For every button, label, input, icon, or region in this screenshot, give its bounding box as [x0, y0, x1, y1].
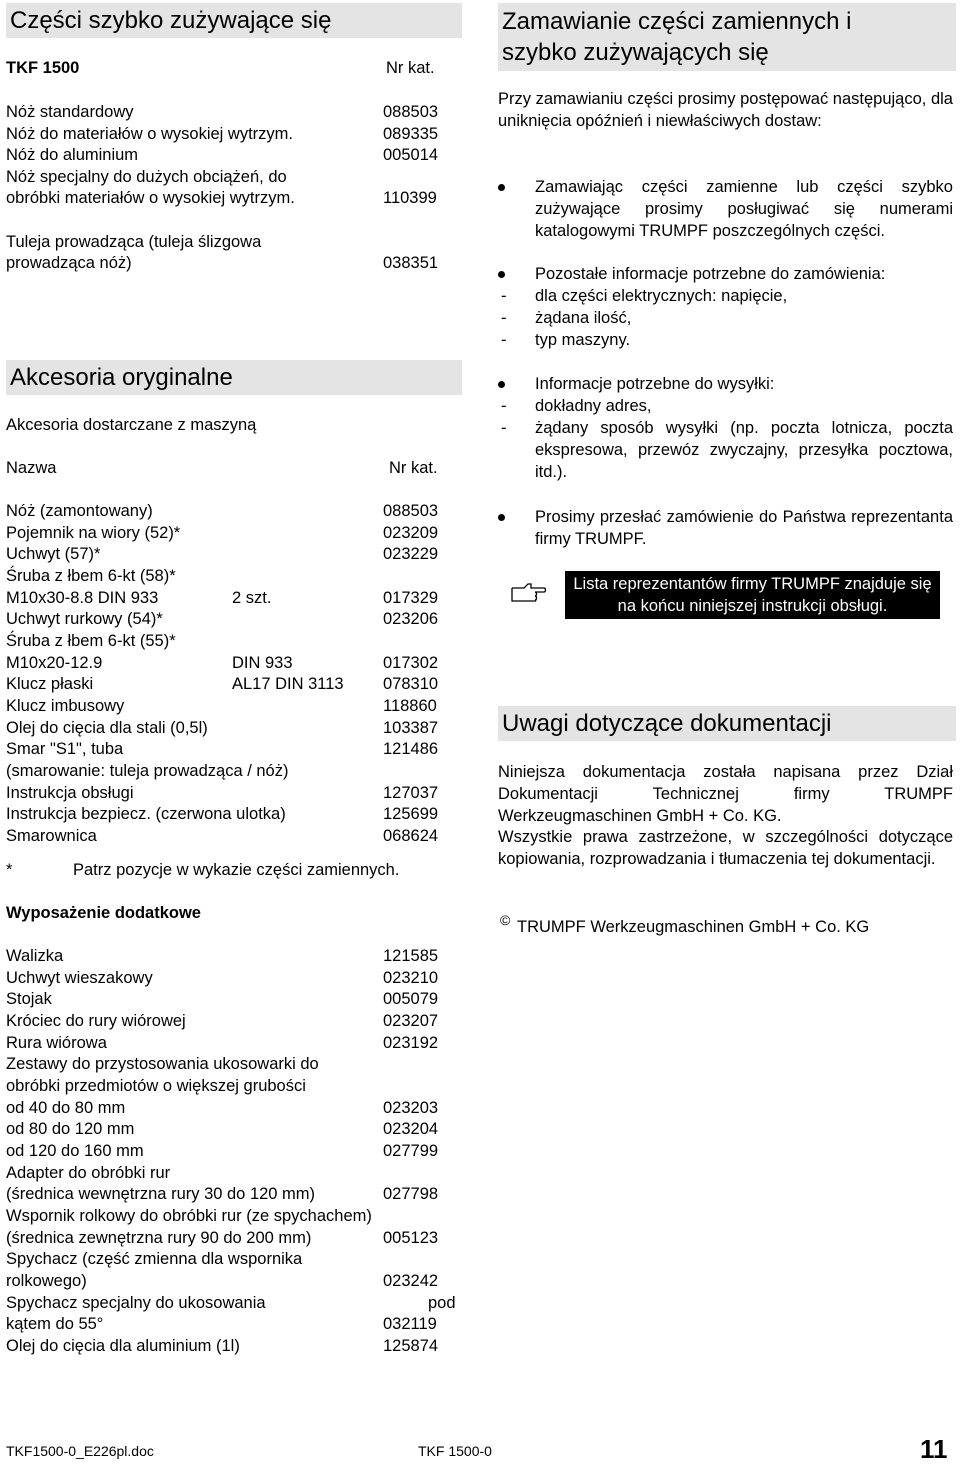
wear-part-name: Nóż specjalny do dużych obciążeń, do — [6, 167, 287, 186]
optional-item-number: pod — [428, 1293, 456, 1312]
bullet-2-icon — [498, 271, 505, 278]
optional-item-name: Adapter do obróbki rur — [6, 1163, 171, 1182]
supplied-item-name: Instrukcja obsługi — [6, 783, 134, 802]
supplied-item-number: 017329 — [383, 588, 439, 607]
bullet-2-item: dla części elektrycznych: napięcie, — [535, 287, 788, 305]
supplied-item-name: Śruba z łbem 6-kt (55)* — [6, 632, 176, 651]
optional-item-number: 032119 — [383, 1315, 437, 1334]
supplied-item-number: 103387 — [383, 718, 439, 737]
wear-parts-heading: Części szybko zużywające się — [6, 3, 462, 38]
wear-part-name: obróbki materiałów o wysokiej wytrzym. — [6, 189, 295, 207]
accessories-heading: Akcesoria oryginalne — [6, 360, 462, 395]
optional-item-number: 125874 — [383, 1337, 439, 1356]
copyright-text: TRUMPF Werkzeugmaschinen GmbH + Co. KG — [517, 918, 870, 936]
optional-item-number: 121585 — [383, 947, 439, 965]
wear-part-name: Nóż do materiałów o wysokiej wytrzym. — [6, 124, 293, 143]
nrkat-header-2: Nr kat. — [389, 459, 438, 477]
footer-model: TKF 1500-0 — [418, 1443, 492, 1459]
bullet-2-item: typ maszyny. — [535, 331, 631, 349]
optional-item-number: 023210 — [383, 968, 439, 987]
supplied-item-number: 088503 — [383, 502, 439, 520]
bullet-3-item: żądany sposób wysyłki (np. poczta lotnicza, poczta ekspresowa, przewóz zwyczajny, przesyłka pocztowa, itd.). — [535, 419, 953, 481]
optional-item-name: Króciec do rury wiórowej — [6, 1012, 186, 1030]
guide-bush-line1: Tuleja prowadząca (tuleja ślizgowa — [6, 233, 262, 251]
supplied-item-number: 023206 — [383, 610, 439, 629]
optional-item-name: Wspornik rolkowy do obróbki rur (ze spychachem) — [6, 1207, 372, 1226]
optional-item-number: 005123 — [383, 1228, 439, 1247]
optional-item-name: Olej do cięcia dla aluminium (1l) — [6, 1337, 240, 1356]
supplied-item-name: Klucz imbusowy — [6, 697, 125, 716]
footnote-star: * — [6, 861, 13, 879]
guide-bush-line2: prowadząca nóż) — [6, 254, 132, 272]
supplied-item-name: Smar "S1", tuba — [6, 740, 124, 759]
supplied-item-name: M10x20-12.9 — [6, 653, 103, 672]
wear-part-number: 110399 — [383, 189, 437, 207]
dash-icon: - — [501, 397, 507, 415]
optional-item-name: (średnica zewnętrzna rury 90 do 200 mm) — [6, 1228, 312, 1247]
optional-title: Wyposażenie dodatkowe — [6, 904, 201, 922]
supplied-item-name: Śruba z łbem 6-kt (58)* — [6, 567, 176, 585]
optional-item-number: 023242 — [383, 1272, 439, 1291]
optional-item-name: kątem do 55° — [6, 1315, 104, 1334]
guide-bush-number: 038351 — [383, 254, 439, 272]
supplied-item-name: Pojemnik na wiory (52)* — [6, 523, 181, 542]
optional-item-name: od 40 do 80 mm — [6, 1098, 126, 1117]
supplied-item-name: M10x30-8.8 DIN 933 — [6, 588, 159, 607]
order-heading-line2: szybko zużywających się — [502, 39, 769, 66]
footer-filename: TKF1500-0_E226pl.doc — [6, 1443, 154, 1459]
optional-item-name: Stojak — [6, 990, 52, 1009]
optional-item-number: 027799 — [383, 1142, 439, 1161]
supplied-item-number: 023209 — [383, 523, 439, 542]
documentation-para-1: Niniejsza dokumentacja została napisana przez Dział Dokumentacji Technicznej firmy TRUMPF Werkzeugmaschinen GmbH + Co. KG. — [498, 763, 953, 825]
tkf-label: TKF 1500 — [6, 59, 80, 77]
supplied-item-number: 125699 — [383, 805, 439, 824]
documentation-para-2: Wszystkie prawa zastrzeżone, w szczególności dotyczące kopiowania, rozprowadzania i tłumaczenia tej dokumentacji. — [498, 828, 953, 868]
wear-part-number: 005014 — [383, 146, 439, 164]
page-number: 11 — [920, 1434, 948, 1464]
bullet-4-icon — [498, 514, 505, 521]
supplied-item-name: Instrukcja bezpiecz. (czerwona ulotka) — [6, 805, 286, 824]
optional-item-number: 027798 — [383, 1185, 439, 1204]
order-heading-line1: Zamawianie części zamiennych i — [502, 8, 852, 35]
supplied-item-name: Uchwyt rurkowy (54)* — [6, 610, 163, 629]
optional-item-name: Walizka — [6, 947, 64, 965]
supplied-item-name: Uchwyt (57)* — [6, 545, 101, 564]
supplied-item-number: 068624 — [383, 827, 439, 846]
supplied-item-number: 121486 — [383, 740, 439, 759]
pointing-hand-icon — [510, 582, 548, 604]
supplied-item-number: 078310 — [383, 675, 439, 694]
supplied-item-spec: AL17 DIN 3113 — [232, 675, 344, 694]
order-heading — [498, 3, 956, 71]
optional-item-name: od 120 do 160 mm — [6, 1142, 144, 1161]
nrkat-header: Nr kat. — [386, 59, 435, 77]
bullet-4: Prosimy przesłać zamówienie do Państwa reprezentanta firmy TRUMPF. — [535, 508, 953, 548]
bullet-3-item: dokładny adres, — [535, 397, 652, 415]
supplied-item-name: Klucz płaski — [6, 675, 94, 694]
optional-item-name: obróbki przedmiotów o większej grubości — [6, 1077, 306, 1096]
supplied-item-number: 127037 — [383, 783, 439, 802]
supplied-title: Akcesoria dostarczane z maszyną — [6, 416, 257, 434]
bullet-2: Pozostałe informacje potrzebne do zamówienia: — [535, 265, 886, 283]
wear-part-name: Nóż do aluminium — [6, 146, 139, 164]
bullet-3: Informacje potrzebne do wysyłki: — [535, 375, 775, 393]
bullet-2-item: żądana ilość, — [535, 309, 632, 327]
representatives-note: Lista reprezentantów firmy TRUMPF znajduje się na końcu niniejszej instrukcji obsługi. — [565, 571, 940, 619]
optional-item-number: 023204 — [383, 1120, 439, 1139]
optional-item-name: od 80 do 120 mm — [6, 1120, 135, 1139]
optional-item-number: 005079 — [383, 990, 439, 1009]
footnote-text: Patrz pozycje w wykazie części zamiennych. — [73, 861, 400, 879]
optional-item-name: Spychacz specjalny do ukosowania — [6, 1293, 266, 1312]
nazwa-header: Nazwa — [6, 459, 57, 477]
supplied-item-spec: 2 szt. — [232, 588, 272, 607]
optional-item-name: Spychacz (część zmienna dla wspornika — [6, 1250, 303, 1269]
wear-part-number: 088503 — [383, 103, 439, 121]
bullet-3-icon — [498, 381, 505, 388]
bullet-1: Zamawiając części zamienne lub części szybko zużywające prosimy posługiwać się numerami katalogowymi TRUMPF poszczególnych części. — [535, 178, 953, 240]
optional-item-name: rolkowego) — [6, 1272, 87, 1291]
wear-part-number: 089335 — [383, 124, 439, 143]
bullet-1-icon — [498, 184, 505, 191]
dash-icon: - — [501, 331, 507, 349]
optional-item-name: (średnica wewnętrzna rury 30 do 120 mm) — [6, 1185, 316, 1204]
optional-item-number: 023192 — [383, 1033, 439, 1052]
supplied-item-name: (smarowanie: tuleja prowadząca / nóż) — [6, 762, 289, 781]
wear-part-name: Nóż standardowy — [6, 103, 134, 121]
dash-icon: - — [501, 309, 507, 327]
supplied-item-name: Smarownica — [6, 827, 97, 846]
supplied-item-name: Nóż (zamontowany) — [6, 502, 153, 520]
supplied-item-name: Olej do cięcia dla stali (0,5l) — [6, 718, 208, 737]
dash-icon: - — [501, 287, 507, 305]
optional-item-number: 023203 — [383, 1098, 439, 1117]
optional-item-number: 023207 — [383, 1012, 439, 1030]
supplied-item-number: 023229 — [383, 545, 439, 564]
optional-item-name: Uchwyt wieszakowy — [6, 968, 153, 987]
copyright-icon: © — [500, 912, 511, 928]
dash-icon: - — [501, 419, 507, 437]
supplied-item-number: 118860 — [383, 697, 437, 716]
documentation-heading: Uwagi dotyczące dokumentacji — [498, 706, 956, 741]
supplied-item-spec: DIN 933 — [232, 653, 293, 672]
optional-item-name: Rura wiórowa — [6, 1033, 107, 1052]
supplied-item-number: 017302 — [383, 653, 439, 672]
optional-item-name: Zestawy do przystosowania ukosowarki do — [6, 1055, 319, 1074]
order-intro: Przy zamawianiu części prosimy postępować następująco, dla uniknięcia opóźnień i niewłaściwych dostaw: — [498, 90, 953, 130]
